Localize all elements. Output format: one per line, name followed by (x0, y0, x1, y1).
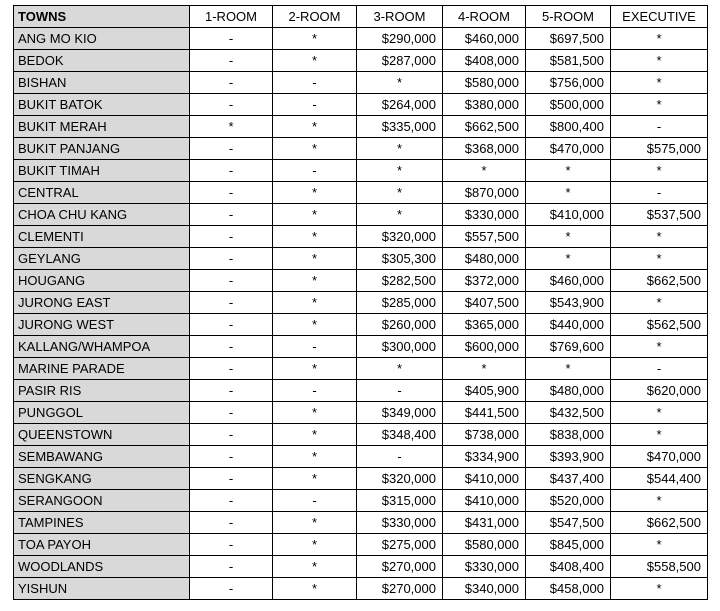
price-cell: $581,500 (526, 50, 611, 72)
price-cell: * (190, 116, 273, 138)
town-name-cell: SENGKANG (14, 468, 190, 490)
price-cell: $410,000 (443, 490, 526, 512)
table-row (14, 358, 708, 380)
price-cell: $470,000 (526, 138, 611, 160)
price-cell: $335,000 (357, 116, 443, 138)
table-row (14, 424, 708, 446)
price-cell: $575,000 (611, 138, 708, 160)
price-cell: $460,000 (443, 28, 526, 50)
price-cell: $432,500 (526, 402, 611, 424)
town-name-cell: YISHUN (14, 578, 190, 600)
town-name-cell: PASIR RIS (14, 380, 190, 402)
price-cell: - (190, 380, 273, 402)
price-cell: - (611, 358, 708, 380)
3-room-header: 3-ROOM (357, 6, 443, 28)
price-cell: $393,900 (526, 446, 611, 468)
price-cell: * (611, 336, 708, 358)
price-cell: * (611, 402, 708, 424)
price-cell: * (273, 204, 357, 226)
price-cell: $620,000 (611, 380, 708, 402)
price-cell: $480,000 (526, 380, 611, 402)
price-cell: - (190, 468, 273, 490)
town-name-cell: PUNGGOL (14, 402, 190, 424)
price-cell: * (273, 226, 357, 248)
price-cell: $260,000 (357, 314, 443, 336)
price-cell: * (611, 160, 708, 182)
price-cell: - (190, 336, 273, 358)
price-cell: - (273, 336, 357, 358)
town-name-cell: QUEENSTOWN (14, 424, 190, 446)
price-cell: - (273, 490, 357, 512)
price-cell: * (273, 182, 357, 204)
price-cell: - (190, 28, 273, 50)
price-cell: - (190, 248, 273, 270)
table-row (14, 314, 708, 336)
price-cell: * (611, 490, 708, 512)
price-cell: $562,500 (611, 314, 708, 336)
price-cell: $270,000 (357, 556, 443, 578)
price-cell: $870,000 (443, 182, 526, 204)
price-cell: - (190, 138, 273, 160)
price-cell: - (190, 270, 273, 292)
price-cell: - (190, 72, 273, 94)
price-cell: * (273, 402, 357, 424)
price-cell: - (190, 358, 273, 380)
price-cell: * (526, 248, 611, 270)
price-cell: $372,000 (443, 270, 526, 292)
price-cell: $348,400 (357, 424, 443, 446)
price-cell: * (611, 94, 708, 116)
price-cell: $440,000 (526, 314, 611, 336)
price-cell: $264,000 (357, 94, 443, 116)
price-cell: * (273, 534, 357, 556)
price-cell: * (273, 116, 357, 138)
price-cell: $305,300 (357, 248, 443, 270)
town-name-cell: HOUGANG (14, 270, 190, 292)
price-cell: - (190, 578, 273, 600)
price-cell: $320,000 (357, 226, 443, 248)
price-cell: $437,400 (526, 468, 611, 490)
town-name-cell: BUKIT BATOK (14, 94, 190, 116)
price-cell: * (357, 72, 443, 94)
town-name-cell: SEMBAWANG (14, 446, 190, 468)
price-cell: * (611, 534, 708, 556)
table-row (14, 270, 708, 292)
price-cell: $410,000 (443, 468, 526, 490)
table-row (14, 72, 708, 94)
price-cell: * (273, 446, 357, 468)
town-name-cell: ANG MO KIO (14, 28, 190, 50)
price-cell: * (357, 358, 443, 380)
price-cell: $600,000 (443, 336, 526, 358)
price-cell: * (273, 578, 357, 600)
table-row (14, 50, 708, 72)
table-row (14, 380, 708, 402)
price-cell: * (526, 182, 611, 204)
price-cell: $380,000 (443, 94, 526, 116)
price-cell: - (190, 50, 273, 72)
table-row (14, 446, 708, 468)
price-cell: $769,600 (526, 336, 611, 358)
table-row (14, 534, 708, 556)
price-cell: * (443, 160, 526, 182)
price-cell: $845,000 (526, 534, 611, 556)
price-cell: * (273, 270, 357, 292)
price-cell: $544,400 (611, 468, 708, 490)
price-cell: $285,000 (357, 292, 443, 314)
price-cell: - (611, 182, 708, 204)
price-cell: $470,000 (611, 446, 708, 468)
price-cell: - (190, 424, 273, 446)
table-row (14, 292, 708, 314)
price-cell: * (611, 72, 708, 94)
price-cell: $431,000 (443, 512, 526, 534)
5-room-header: 5-ROOM (526, 6, 611, 28)
price-cell: $408,000 (443, 50, 526, 72)
table-row (14, 468, 708, 490)
price-cell: - (190, 226, 273, 248)
price-cell: * (357, 160, 443, 182)
town-name-cell: TAMPINES (14, 512, 190, 534)
town-name-cell: GEYLANG (14, 248, 190, 270)
town-name-cell: BEDOK (14, 50, 190, 72)
price-cell: $838,000 (526, 424, 611, 446)
price-cell: $580,000 (443, 72, 526, 94)
price-cell: - (190, 556, 273, 578)
price-cell: * (611, 28, 708, 50)
price-cell: $315,000 (357, 490, 443, 512)
price-cell: $697,500 (526, 28, 611, 50)
price-cell: $270,000 (357, 578, 443, 600)
price-cell: $300,000 (357, 336, 443, 358)
town-name-cell: BISHAN (14, 72, 190, 94)
header-row (14, 6, 708, 28)
price-cell: - (190, 160, 273, 182)
price-cell: $405,900 (443, 380, 526, 402)
price-cell: - (190, 490, 273, 512)
town-name-cell: BUKIT TIMAH (14, 160, 190, 182)
resale-price-table (13, 5, 708, 600)
price-cell: $330,000 (443, 556, 526, 578)
price-cell: * (611, 578, 708, 600)
price-cell: * (611, 424, 708, 446)
price-cell: $662,500 (443, 116, 526, 138)
price-cell: * (273, 468, 357, 490)
price-cell: $480,000 (443, 248, 526, 270)
table-row (14, 248, 708, 270)
price-cell: * (611, 50, 708, 72)
1-room-header: 1-ROOM (190, 6, 273, 28)
town-name-cell: SERANGOON (14, 490, 190, 512)
table-row (14, 138, 708, 160)
price-cell: * (273, 556, 357, 578)
price-cell: * (273, 358, 357, 380)
2-room-header: 2-ROOM (273, 6, 357, 28)
price-cell: $800,400 (526, 116, 611, 138)
price-cell: * (357, 204, 443, 226)
table-row (14, 490, 708, 512)
price-cell: $330,000 (443, 204, 526, 226)
price-cell: $275,000 (357, 534, 443, 556)
table-row (14, 116, 708, 138)
price-cell: - (357, 446, 443, 468)
price-cell: $500,000 (526, 94, 611, 116)
price-cell: $756,000 (526, 72, 611, 94)
table-row (14, 556, 708, 578)
town-name-cell: KALLANG/WHAMPOA (14, 336, 190, 358)
price-cell: $407,500 (443, 292, 526, 314)
town-name-cell: JURONG WEST (14, 314, 190, 336)
price-cell: * (273, 314, 357, 336)
town-name-cell: JURONG EAST (14, 292, 190, 314)
price-cell: $738,000 (443, 424, 526, 446)
price-cell: * (273, 512, 357, 534)
price-cell: $340,000 (443, 578, 526, 600)
price-cell: $558,500 (611, 556, 708, 578)
price-cell: $330,000 (357, 512, 443, 534)
price-cell: - (190, 94, 273, 116)
price-cell: * (357, 182, 443, 204)
price-cell: * (273, 248, 357, 270)
price-cell: $557,500 (443, 226, 526, 248)
price-cell: * (611, 226, 708, 248)
price-cell: - (190, 182, 273, 204)
price-cell: - (190, 314, 273, 336)
price-cell: - (190, 402, 273, 424)
price-cell: - (273, 380, 357, 402)
town-name-cell: CENTRAL (14, 182, 190, 204)
price-cell: * (273, 28, 357, 50)
town-name-cell: CHOA CHU KANG (14, 204, 190, 226)
price-cell: $290,000 (357, 28, 443, 50)
price-cell: $282,500 (357, 270, 443, 292)
towns-header: TOWNS (14, 6, 190, 28)
price-cell: $334,900 (443, 446, 526, 468)
table-row (14, 226, 708, 248)
town-name-cell: TOA PAYOH (14, 534, 190, 556)
price-cell: $543,900 (526, 292, 611, 314)
town-name-cell: BUKIT MERAH (14, 116, 190, 138)
town-name-cell: WOODLANDS (14, 556, 190, 578)
price-cell: $441,500 (443, 402, 526, 424)
price-cell: * (443, 358, 526, 380)
price-cell: * (273, 138, 357, 160)
price-cell: $458,000 (526, 578, 611, 600)
price-cell: $662,500 (611, 270, 708, 292)
table-row (14, 402, 708, 424)
table-row (14, 204, 708, 226)
price-cell: * (273, 292, 357, 314)
table-row (14, 336, 708, 358)
price-cell: - (190, 446, 273, 468)
price-cell: $368,000 (443, 138, 526, 160)
price-cell: - (357, 380, 443, 402)
4-room-header: 4-ROOM (443, 6, 526, 28)
price-cell: - (611, 116, 708, 138)
price-cell: * (526, 226, 611, 248)
price-cell: - (273, 160, 357, 182)
price-cell: * (273, 424, 357, 446)
price-cell: - (190, 292, 273, 314)
price-cell: $537,500 (611, 204, 708, 226)
price-cell: - (273, 72, 357, 94)
price-cell: - (190, 534, 273, 556)
executive-header: EXECUTIVE (611, 6, 708, 28)
price-cell: $408,400 (526, 556, 611, 578)
price-cell: $520,000 (526, 490, 611, 512)
price-cell: $662,500 (611, 512, 708, 534)
price-cell: * (611, 248, 708, 270)
price-cell: * (526, 160, 611, 182)
price-cell: $320,000 (357, 468, 443, 490)
price-cell: - (190, 512, 273, 534)
table-row (14, 512, 708, 534)
price-cell: * (273, 50, 357, 72)
table-row (14, 182, 708, 204)
price-cell: * (611, 292, 708, 314)
town-name-cell: CLEMENTI (14, 226, 190, 248)
table-row (14, 160, 708, 182)
price-cell: $580,000 (443, 534, 526, 556)
price-cell: $410,000 (526, 204, 611, 226)
price-cell: $287,000 (357, 50, 443, 72)
town-name-cell: MARINE PARADE (14, 358, 190, 380)
price-cell: * (357, 138, 443, 160)
price-cell: * (526, 358, 611, 380)
price-cell: $365,000 (443, 314, 526, 336)
town-name-cell: BUKIT PANJANG (14, 138, 190, 160)
price-cell: - (273, 94, 357, 116)
table-body (14, 28, 708, 600)
table-row (14, 578, 708, 600)
price-cell: - (190, 204, 273, 226)
price-cell: $460,000 (526, 270, 611, 292)
table-row (14, 94, 708, 116)
table-row (14, 28, 708, 50)
price-cell: $349,000 (357, 402, 443, 424)
price-cell: $547,500 (526, 512, 611, 534)
